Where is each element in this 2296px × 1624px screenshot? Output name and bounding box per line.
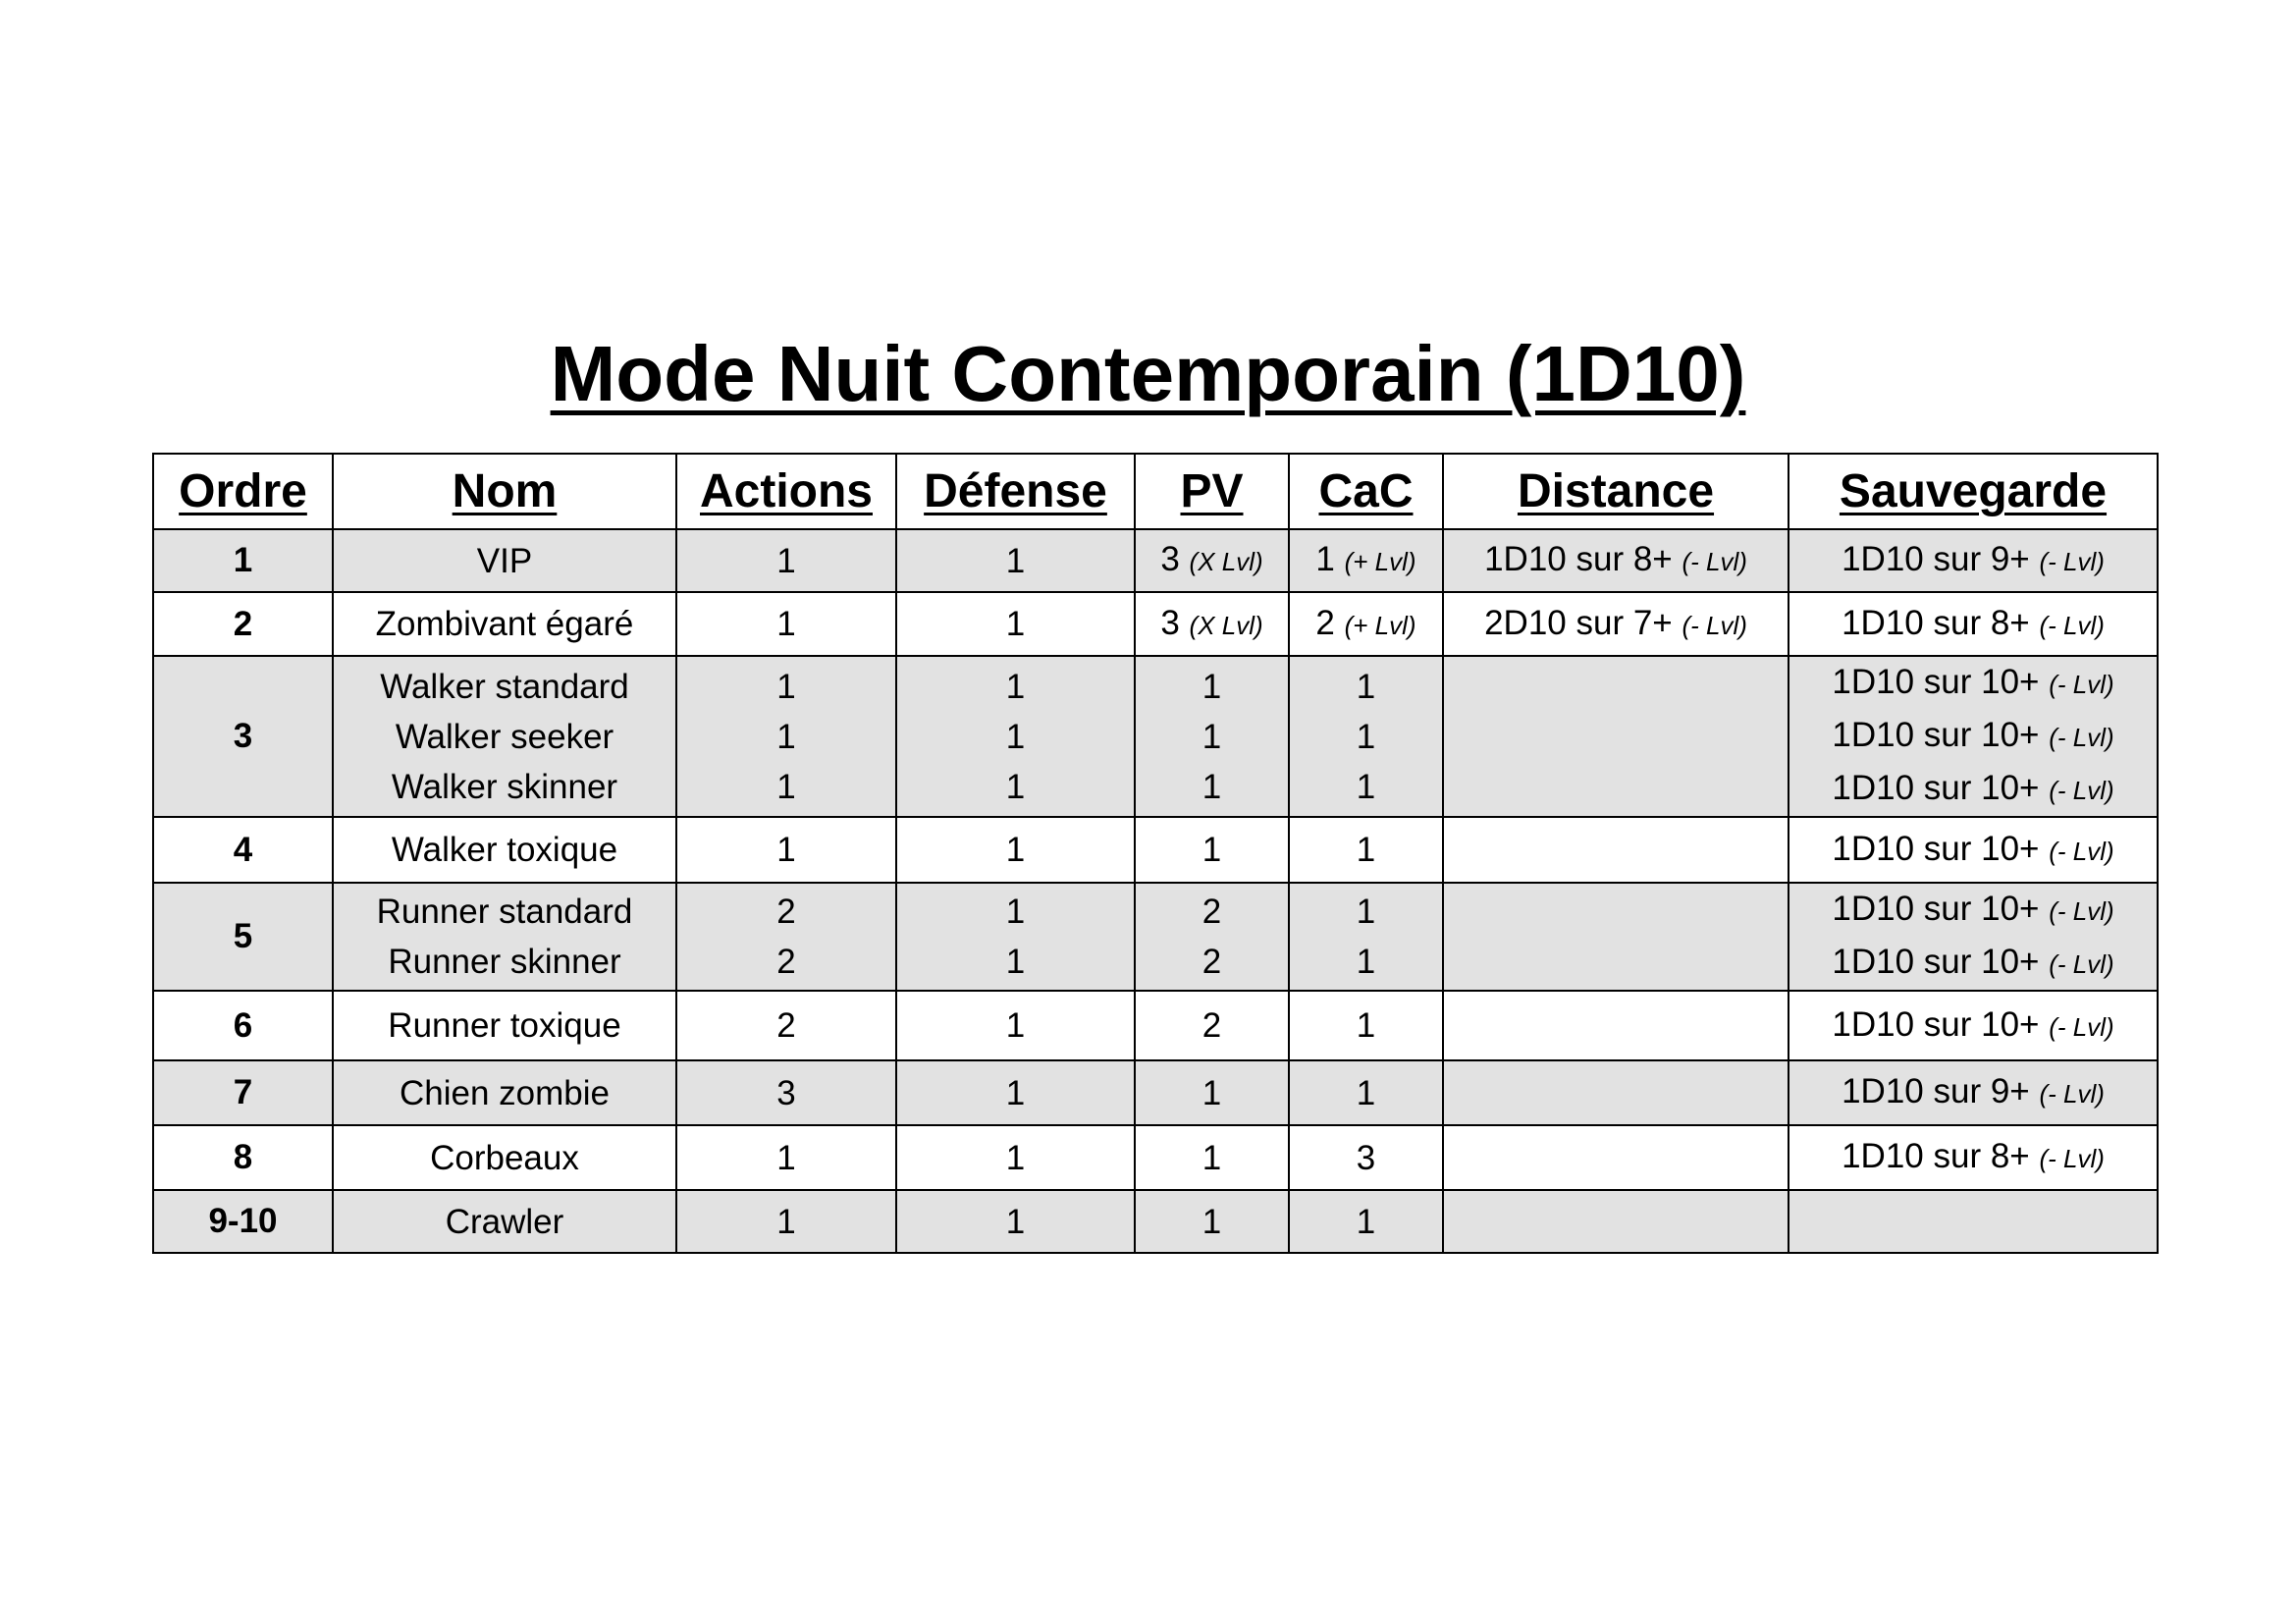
distance-line	[1448, 598, 1784, 651]
pv-value: 1	[1201, 1138, 1222, 1177]
noms-value: Chien zombie	[400, 1073, 610, 1112]
pv-value: 2	[1201, 1006, 1222, 1045]
pv-value: 1	[1201, 1073, 1222, 1112]
sauvegarde-modifier: (- Lvl)	[2049, 1011, 2114, 1042]
cell-cac	[1289, 592, 1443, 656]
table-row	[153, 991, 2158, 1060]
sauvegarde-line	[1793, 657, 2153, 710]
defense-value: 1	[1005, 1138, 1026, 1177]
cell-sauvegarde	[1789, 529, 2158, 592]
cac-value: 1	[1356, 831, 1376, 869]
cell-sauvegarde	[1789, 817, 2158, 883]
header-row	[153, 454, 2158, 529]
cac-line	[1294, 598, 1438, 651]
cell-cac	[1289, 1125, 1443, 1190]
cac-line	[1294, 825, 1438, 875]
defense-value: 1	[1005, 605, 1026, 643]
cell-distance	[1443, 656, 1789, 817]
header-ordre: Ordre	[153, 454, 333, 529]
cell-pv	[1135, 1190, 1289, 1253]
cell-noms	[333, 883, 676, 991]
cell-cac	[1289, 656, 1443, 817]
cac-value: 1	[1356, 667, 1376, 706]
cac-value: 1	[1356, 893, 1376, 931]
cell-defense	[896, 991, 1135, 1060]
defense-value: 1	[1005, 717, 1026, 756]
noms-value: Runner skinner	[388, 943, 621, 981]
cac-value: 1	[1315, 540, 1345, 578]
cell-sauvegarde	[1789, 883, 2158, 991]
cell-sauvegarde	[1789, 991, 2158, 1060]
cac-line	[1294, 712, 1438, 762]
cell-cac	[1289, 1060, 1443, 1125]
cell-defense	[896, 883, 1135, 991]
pv-line	[1140, 534, 1284, 587]
actions-value: 1	[776, 1138, 796, 1177]
actions-value: 1	[776, 767, 796, 806]
cell-defense	[896, 656, 1135, 817]
cac-line	[1294, 1197, 1438, 1247]
cac-value: 3	[1356, 1138, 1376, 1177]
noms-value: Walker skinner	[391, 767, 618, 806]
cac-value: 1	[1356, 1006, 1376, 1045]
actions-value: 1	[776, 667, 796, 706]
pv-line	[1140, 1068, 1284, 1118]
cell-sauvegarde	[1789, 1190, 2158, 1253]
pv-line	[1140, 598, 1284, 651]
cell-distance	[1443, 991, 1789, 1060]
cell-sauvegarde	[1789, 1125, 2158, 1190]
sauvegarde-line	[1793, 1000, 2153, 1053]
cell-sauvegarde	[1789, 656, 2158, 817]
noms-value: Walker toxique	[391, 831, 618, 869]
pv-line	[1140, 887, 1284, 937]
table-body	[153, 529, 2158, 1253]
actions-value: 1	[776, 1202, 796, 1241]
cell-ordre: 4	[153, 817, 333, 883]
pv-value: 1	[1201, 667, 1222, 706]
cac-value: 2	[1315, 603, 1345, 642]
pv-line	[1140, 1001, 1284, 1051]
cell-distance	[1443, 529, 1789, 592]
cell-pv	[1135, 1060, 1289, 1125]
sauvegarde-modifier: (- Lvl)	[2039, 1079, 2105, 1109]
cell-pv	[1135, 1125, 1289, 1190]
cell-actions	[676, 1190, 896, 1253]
sauvegarde-value: 1D10 sur 9+	[1842, 540, 2040, 578]
sauvegarde-modifier: (- Lvl)	[2049, 723, 2114, 752]
cell-noms	[333, 991, 676, 1060]
cell-actions	[676, 656, 896, 817]
actions-value: 1	[776, 717, 796, 756]
cell-noms	[333, 656, 676, 817]
pv-value: 3	[1160, 603, 1190, 642]
sauvegarde-line	[1793, 824, 2153, 877]
pv-line	[1140, 937, 1284, 987]
cell-distance	[1443, 1190, 1789, 1253]
cell-ordre: 5	[153, 883, 333, 991]
cac-modifier: (+ Lvl)	[1344, 610, 1416, 640]
noms-value: Walker seeker	[395, 717, 614, 756]
pv-line	[1140, 825, 1284, 875]
cell-noms	[333, 1060, 676, 1125]
cell-pv	[1135, 592, 1289, 656]
sauvegarde-modifier: (- Lvl)	[2049, 949, 2114, 979]
sauvegarde-modifier: (- Lvl)	[2039, 610, 2105, 640]
cell-defense	[896, 592, 1135, 656]
pv-value: 2	[1201, 893, 1222, 931]
cell-distance	[1443, 883, 1789, 991]
sauvegarde-line	[1793, 884, 2153, 937]
cell-ordre: 9-10	[153, 1190, 333, 1253]
sauvegarde-value: 1D10 sur 9+	[1842, 1072, 2040, 1110]
header-actions: Actions	[676, 454, 896, 529]
table-row	[153, 529, 2158, 592]
sauvegarde-line	[1793, 1131, 2153, 1184]
cac-value: 1	[1356, 717, 1376, 756]
noms-value: Runner standard	[376, 893, 633, 931]
pv-line	[1140, 1133, 1284, 1183]
actions-value: 1	[776, 831, 796, 869]
sauvegarde-modifier: (- Lvl)	[2049, 836, 2114, 866]
sauvegarde-line	[1793, 763, 2153, 816]
cac-value: 1	[1356, 943, 1376, 981]
cell-ordre: 8	[153, 1125, 333, 1190]
cac-line	[1294, 937, 1438, 987]
defense-value: 1	[1005, 767, 1026, 806]
cell-pv	[1135, 991, 1289, 1060]
actions-value: 3	[776, 1073, 796, 1112]
sauvegarde-value: 1D10 sur 8+	[1842, 1137, 2040, 1175]
pv-value: 1	[1201, 767, 1222, 806]
header-defense: Défense	[896, 454, 1135, 529]
header-distance: Distance	[1443, 454, 1789, 529]
distance-modifier: (- Lvl)	[1682, 547, 1747, 576]
table-row	[153, 1190, 2158, 1253]
cell-cac	[1289, 817, 1443, 883]
defense-value: 1	[1005, 541, 1026, 580]
cell-sauvegarde	[1789, 592, 2158, 656]
sauvegarde-value: 1D10 sur 10+	[1832, 943, 2050, 981]
pv-modifier: (X Lvl)	[1189, 610, 1263, 640]
noms-value: Crawler	[445, 1202, 564, 1241]
distance-line	[1448, 534, 1784, 587]
pv-line	[1140, 762, 1284, 812]
cell-pv	[1135, 817, 1289, 883]
cell-defense	[896, 1125, 1135, 1190]
table-row	[153, 817, 2158, 883]
pv-modifier: (X Lvl)	[1189, 547, 1263, 576]
sauvegarde-value: 1D10 sur 8+	[1842, 603, 2040, 642]
bestiary-table	[152, 453, 2159, 1254]
cac-line	[1294, 534, 1438, 587]
cell-cac	[1289, 529, 1443, 592]
noms-value: VIP	[476, 541, 533, 580]
cell-sauvegarde	[1789, 1060, 2158, 1125]
sauvegarde-value: 1D10 sur 10+	[1832, 716, 2050, 754]
distance-modifier: (- Lvl)	[1682, 610, 1747, 640]
sauvegarde-modifier: (- Lvl)	[2039, 547, 2105, 576]
cell-actions	[676, 817, 896, 883]
cell-noms	[333, 817, 676, 883]
cell-noms	[333, 592, 676, 656]
header-cac: CaC	[1289, 454, 1443, 529]
actions-value: 2	[776, 943, 796, 981]
defense-value: 1	[1005, 831, 1026, 869]
cell-ordre: 7	[153, 1060, 333, 1125]
pv-line	[1140, 712, 1284, 762]
cac-line	[1294, 662, 1438, 712]
pv-value: 1	[1201, 717, 1222, 756]
table-row	[153, 883, 2158, 991]
cell-noms	[333, 1125, 676, 1190]
cell-actions	[676, 1060, 896, 1125]
actions-value: 1	[776, 541, 796, 580]
sauvegarde-value: 1D10 sur 10+	[1832, 890, 2050, 928]
sauvegarde-line	[1793, 1066, 2153, 1119]
cell-ordre: 6	[153, 991, 333, 1060]
sauvegarde-modifier: (- Lvl)	[2039, 1144, 2105, 1173]
sauvegarde-line	[1793, 598, 2153, 651]
pv-value: 2	[1201, 943, 1222, 981]
sauvegarde-value: 1D10 sur 10+	[1832, 663, 2050, 701]
cac-value: 1	[1356, 1202, 1376, 1241]
cell-distance	[1443, 817, 1789, 883]
pv-value: 1	[1201, 831, 1222, 869]
header-pv: PV	[1135, 454, 1289, 529]
sauvegarde-modifier: (- Lvl)	[2049, 776, 2114, 805]
header-sauvegarde: Sauvegarde	[1789, 454, 2158, 529]
actions-value: 2	[776, 1006, 796, 1045]
noms-value: Walker standard	[380, 667, 629, 706]
defense-value: 1	[1005, 1202, 1026, 1241]
cell-actions	[676, 592, 896, 656]
cell-actions	[676, 529, 896, 592]
defense-value: 1	[1005, 1006, 1026, 1045]
noms-value: Zombivant égaré	[375, 605, 634, 643]
cell-ordre: 3	[153, 656, 333, 817]
distance-value: 2D10 sur 7+	[1484, 603, 1682, 642]
sauvegarde-line	[1793, 937, 2153, 990]
defense-value: 1	[1005, 1073, 1026, 1112]
distance-value: 1D10 sur 8+	[1484, 540, 1682, 578]
cell-defense	[896, 1060, 1135, 1125]
actions-value: 2	[776, 893, 796, 931]
page-title: Mode Nuit Contemporain (1D10)	[550, 330, 1746, 417]
header-nom: Nom	[333, 454, 676, 529]
cac-line	[1294, 1133, 1438, 1183]
sauvegarde-line	[1793, 534, 2153, 587]
table-row	[153, 1125, 2158, 1190]
cell-defense	[896, 1190, 1135, 1253]
noms-value: Corbeaux	[430, 1138, 579, 1177]
cell-actions	[676, 883, 896, 991]
pv-line	[1140, 662, 1284, 712]
cell-cac	[1289, 1190, 1443, 1253]
cell-defense	[896, 817, 1135, 883]
sauvegarde-value: 1D10 sur 10+	[1832, 1004, 2050, 1044]
cell-pv	[1135, 656, 1289, 817]
pv-value: 3	[1160, 540, 1190, 578]
cell-defense	[896, 529, 1135, 592]
cell-actions	[676, 991, 896, 1060]
cell-ordre: 1	[153, 529, 333, 592]
cell-distance	[1443, 1060, 1789, 1125]
actions-value: 1	[776, 605, 796, 643]
pv-line	[1140, 1197, 1284, 1247]
pv-value: 1	[1201, 1202, 1222, 1241]
table-row	[153, 656, 2158, 817]
cell-pv	[1135, 883, 1289, 991]
sauvegarde-modifier: (- Lvl)	[2049, 896, 2114, 926]
defense-value: 1	[1005, 943, 1026, 981]
sauvegarde-value: 1D10 sur 10+	[1832, 829, 2050, 868]
cell-ordre: 2	[153, 592, 333, 656]
sauvegarde-value: 1D10 sur 10+	[1832, 769, 2050, 807]
defense-value: 1	[1005, 893, 1026, 931]
cac-value: 1	[1356, 1073, 1376, 1112]
cell-actions	[676, 1125, 896, 1190]
cac-line	[1294, 762, 1438, 812]
noms-value: Runner toxique	[388, 1006, 621, 1045]
cac-line	[1294, 887, 1438, 937]
cell-noms	[333, 529, 676, 592]
cac-modifier: (+ Lvl)	[1344, 547, 1416, 576]
cac-line	[1294, 1001, 1438, 1051]
table-row	[153, 592, 2158, 656]
cac-value: 1	[1356, 767, 1376, 806]
cell-pv	[1135, 529, 1289, 592]
cell-cac	[1289, 883, 1443, 991]
cac-line	[1294, 1068, 1438, 1118]
cell-noms	[333, 1190, 676, 1253]
cell-distance	[1443, 592, 1789, 656]
defense-value: 1	[1005, 667, 1026, 706]
cell-cac	[1289, 991, 1443, 1060]
cell-distance	[1443, 1125, 1789, 1190]
table-row	[153, 1060, 2158, 1125]
sauvegarde-modifier: (- Lvl)	[2049, 670, 2114, 699]
sauvegarde-line	[1793, 710, 2153, 763]
